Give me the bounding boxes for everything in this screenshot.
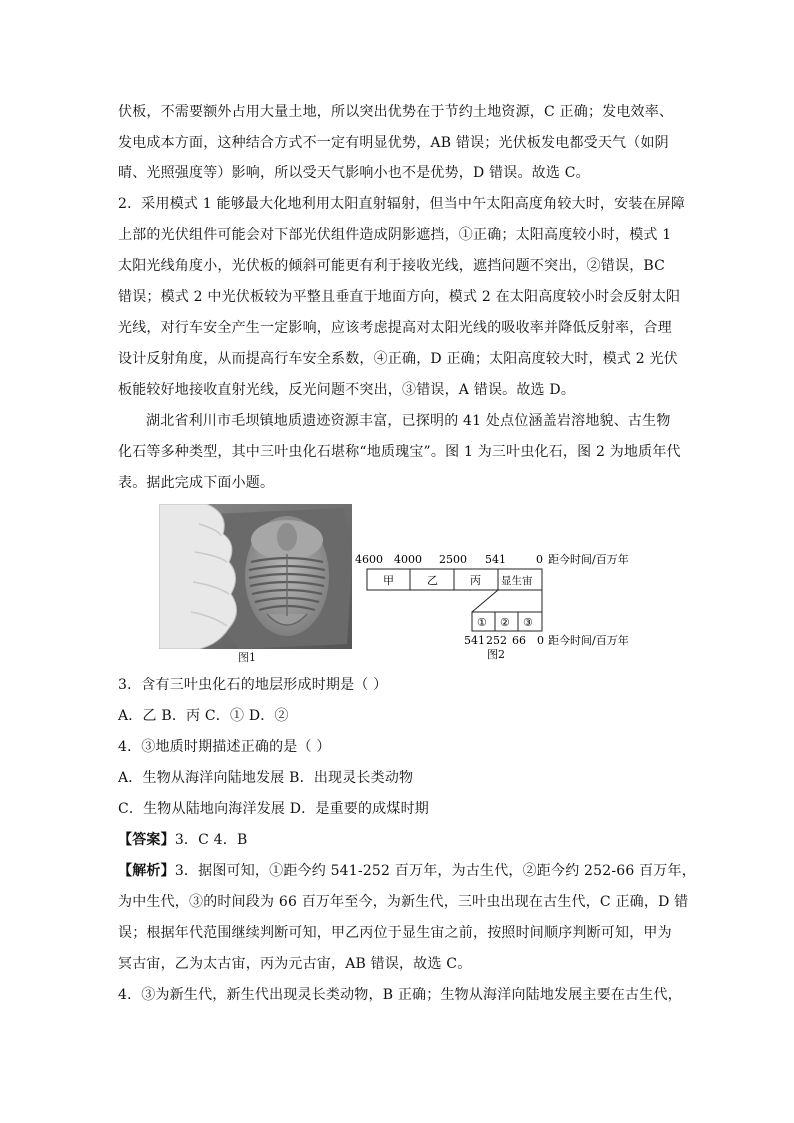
analysis-text: 3．据图可知，①距今约 541-252 百万年，为古生代，②距今约 252-66 百万年， — [174, 863, 696, 879]
text-line: 发电成本方面，这种结合方式不一定有明显优势，AB 错误；光伏板发电都受天气（如阴 — [118, 135, 669, 151]
text-line: 伏板，不需要额外占用大量土地，所以突出优势在于节约土地资源，C 正确；发电效率、 — [118, 104, 674, 120]
analysis-label: 【解析】 — [118, 863, 175, 879]
analysis-line: 冥古宙，乙为太古宙，丙为元古宙，AB 错误，故选 C。 — [118, 956, 472, 972]
text-line: 太阳光线角度小，光伏板的倾斜可能更有利于接收光线，遮挡问题不突出，②错误，BC — [118, 258, 666, 274]
text-line: 光线，对行车安全产生一定影响，应该考虑提高对太阳光线的吸收率并降低反射率，合理 — [118, 320, 672, 336]
top-tick: 4600 — [355, 553, 383, 566]
text-line: 晴、光照强度等）影响，所以受天气影响小也不是优势，D 错误。故选 C。 — [118, 165, 590, 181]
trilobite-fossil-photo — [159, 504, 352, 649]
intro-line: 化石等多种类型，其中三叶虫化石堪称“地质瑰宝”。图 1 为三叶虫化石，图 2 为地质年代 — [118, 444, 681, 460]
cell-phanerozoic: 显生宙 — [501, 575, 533, 587]
bottom-tick: 0 — [537, 634, 544, 647]
answer-text: 3．C 4．B — [174, 832, 248, 848]
answer-label: 【答案】 — [118, 832, 175, 848]
top-tick: 0 — [536, 553, 543, 566]
figure1-caption: 图1 — [238, 651, 256, 664]
text-line: 错误；模式 2 中光伏板较为平整且垂直于地面方向，模式 2 在太阳高度较小时会反射太阳 — [118, 289, 681, 305]
analysis-line — [118, 856, 696, 886]
cell-yi: 乙 — [427, 574, 438, 587]
top-tick: 4000 — [394, 553, 422, 566]
bottom-tick: 66 — [512, 634, 526, 647]
analysis-line: 误；根据年代范围继续判断可知，甲乙丙位于显生宙之前，按照时间顺序判断可知，甲为 — [118, 925, 672, 941]
question-4-options-ab: A．生物从海洋向陆地发展 B．出现灵长类动物 — [118, 770, 414, 786]
text-line: 上部的光伏组件可能会对下部光伏组件造成阴影遮挡，①正确；太阳高度较小时，模式 1 — [118, 227, 672, 243]
top-axis-unit: 距今时间/百万年 — [548, 553, 629, 566]
cell-mesozoic: ② — [500, 616, 510, 629]
intro-line: 表。据此完成下面小题。 — [118, 475, 275, 491]
analysis-line: 为中生代，③的时间段为 66 百万年至今，为新生代，三叶虫出现在古生代，C 正确，D 错 — [118, 894, 689, 910]
text-line: 2．采用模式 1 能够最大化地利用太阳直射辐射，但当中午太阳高度角较大时，安装在屏障 — [118, 196, 686, 212]
question-3-options: A．乙 B．丙 C．① D．② — [118, 708, 289, 724]
answer-line — [118, 825, 678, 855]
bottom-tick: 252 — [486, 634, 507, 647]
cell-paleozoic: ① — [477, 616, 487, 629]
intro-line: 湖北省利川市毛坝镇地质遗迹资源丰富，已探明的 41 处点位涵盖岩溶地貌、古生物 — [146, 413, 671, 429]
top-tick: 541 — [485, 553, 506, 566]
geologic-time-scale-diagram — [355, 548, 655, 668]
top-tick: 2500 — [439, 553, 467, 566]
cell-bing: 丙 — [470, 574, 481, 587]
bottom-axis-unit: 距今时间/百万年 — [548, 634, 629, 647]
question-4: 4．③地质时期描述正确的是（ ） — [118, 739, 331, 755]
question-4-options-cd: C．生物从陆地向海洋发展 D．是重要的成煤时期 — [118, 801, 429, 817]
cell-cenozoic: ③ — [523, 616, 533, 629]
question-3: 3．含有三叶虫化石的地层形成时期是（ ） — [118, 677, 388, 693]
bottom-tick: 541 — [464, 634, 485, 647]
text-line: 设计反射角度，从而提高行车安全系数，④正确，D 正确；太阳高度较大时，模式 2 光伏 — [118, 351, 678, 367]
text-line: 板能较好地接收直射光线，反光问题不突出，③错误，A 错误。故选 D。 — [118, 382, 576, 398]
figure2-caption: 图2 — [487, 648, 505, 661]
analysis-line: 4．③为新生代，新生代出现灵长类动物，B 正确；生物从海洋向陆地发展主要在古生代， — [118, 987, 682, 1003]
cell-jia: 甲 — [383, 574, 394, 587]
